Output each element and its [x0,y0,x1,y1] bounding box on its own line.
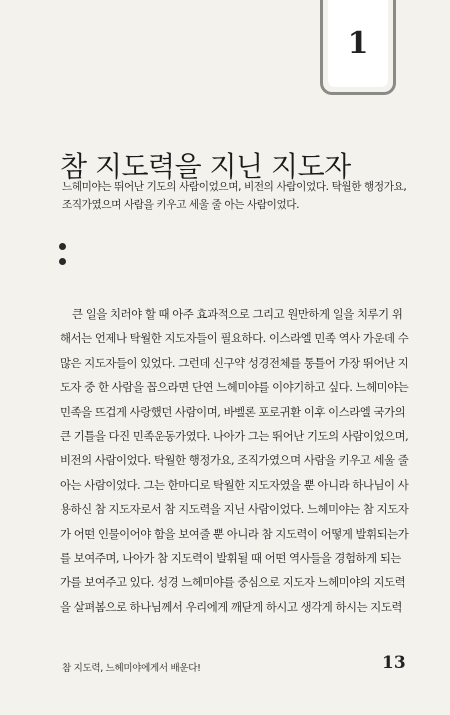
body-line: 민족을 뜨겁게 사랑했던 사람이며, 바벨론 포로귀환 이후 이스라엘 국가의 [60,404,406,419]
body-line: 가를 보여주고 있다. 성경 느헤미야를 중심으로 지도자 느헤미야의 지도력 [60,575,406,590]
running-footer-title: 참 지도력, 느헤미야에게서 배운다! [62,663,201,674]
body-line: 가 어떤 인물이어야 함을 보여줄 뿐 아니라 참 지도력이 어떻게 발휘되는가 [60,526,409,541]
body-line: 용하신 참 지도자로서 참 지도력을 지닌 사람이었다. 느헤미야는 참 지도자 [60,502,409,517]
bullet-dot [59,258,66,265]
body-line: 을 살펴봄으로 하나님께서 우리에게 깨닫게 하시고 생각게 하시는 지도력 [60,599,402,614]
body-line: 비전의 사람이었다. 탁월한 행정가요, 조직가였으며 사람을 키우고 세울 줄 [60,453,409,468]
chapter-title: 참 지도력을 지닌 지도자 [60,149,351,183]
body-line: 큰 일을 치러야 할 때 아주 효과적으로 그리고 원만하게 일을 치루기 위 [72,307,403,321]
body-line: 아는 사람이었다. 그는 한마디로 탁월한 지도자였을 뿐 아니라 하나님이 사 [60,477,409,492]
chapter-summary [62,178,407,214]
body-line: 도자 중 한 사람을 꼽으라면 단연 느헤미야를 이야기하고 싶다. 느헤미야는 [60,380,409,395]
body-line: 해서는 언제나 탁월한 지도자들이 필요하다. 이스라엘 민족 역사 가운데 수 [60,331,409,346]
bullet-dot [59,243,66,250]
page-number: 13 [382,653,406,673]
chapter-tab-inner [328,0,388,87]
body-line: 를 보여주며, 나아가 참 지도력이 발휘될 때 어떤 역사들을 경험하게 되는 [60,551,401,566]
body-line: 큰 기틀을 다진 민족운동가였다. 나아가 그는 뛰어난 기도의 사람이었으며, [60,429,409,444]
chapter-number: 1 [347,26,369,61]
body-text [60,302,409,619]
summary-line: 조직가였으며 사람을 키우고 세울 줄 아는 사람이었다. [62,199,300,211]
summary-line: 느헤미야는 뛰어난 기도의 사람이었으며, 비전의 사람이었다. 탁월한 행정가요, [62,181,407,193]
chapter-tab [320,0,396,95]
body-line: 많은 지도자들이 있었다. 그런데 신구약 성경전체를 통틀어 가장 뛰어난 지 [60,355,409,370]
